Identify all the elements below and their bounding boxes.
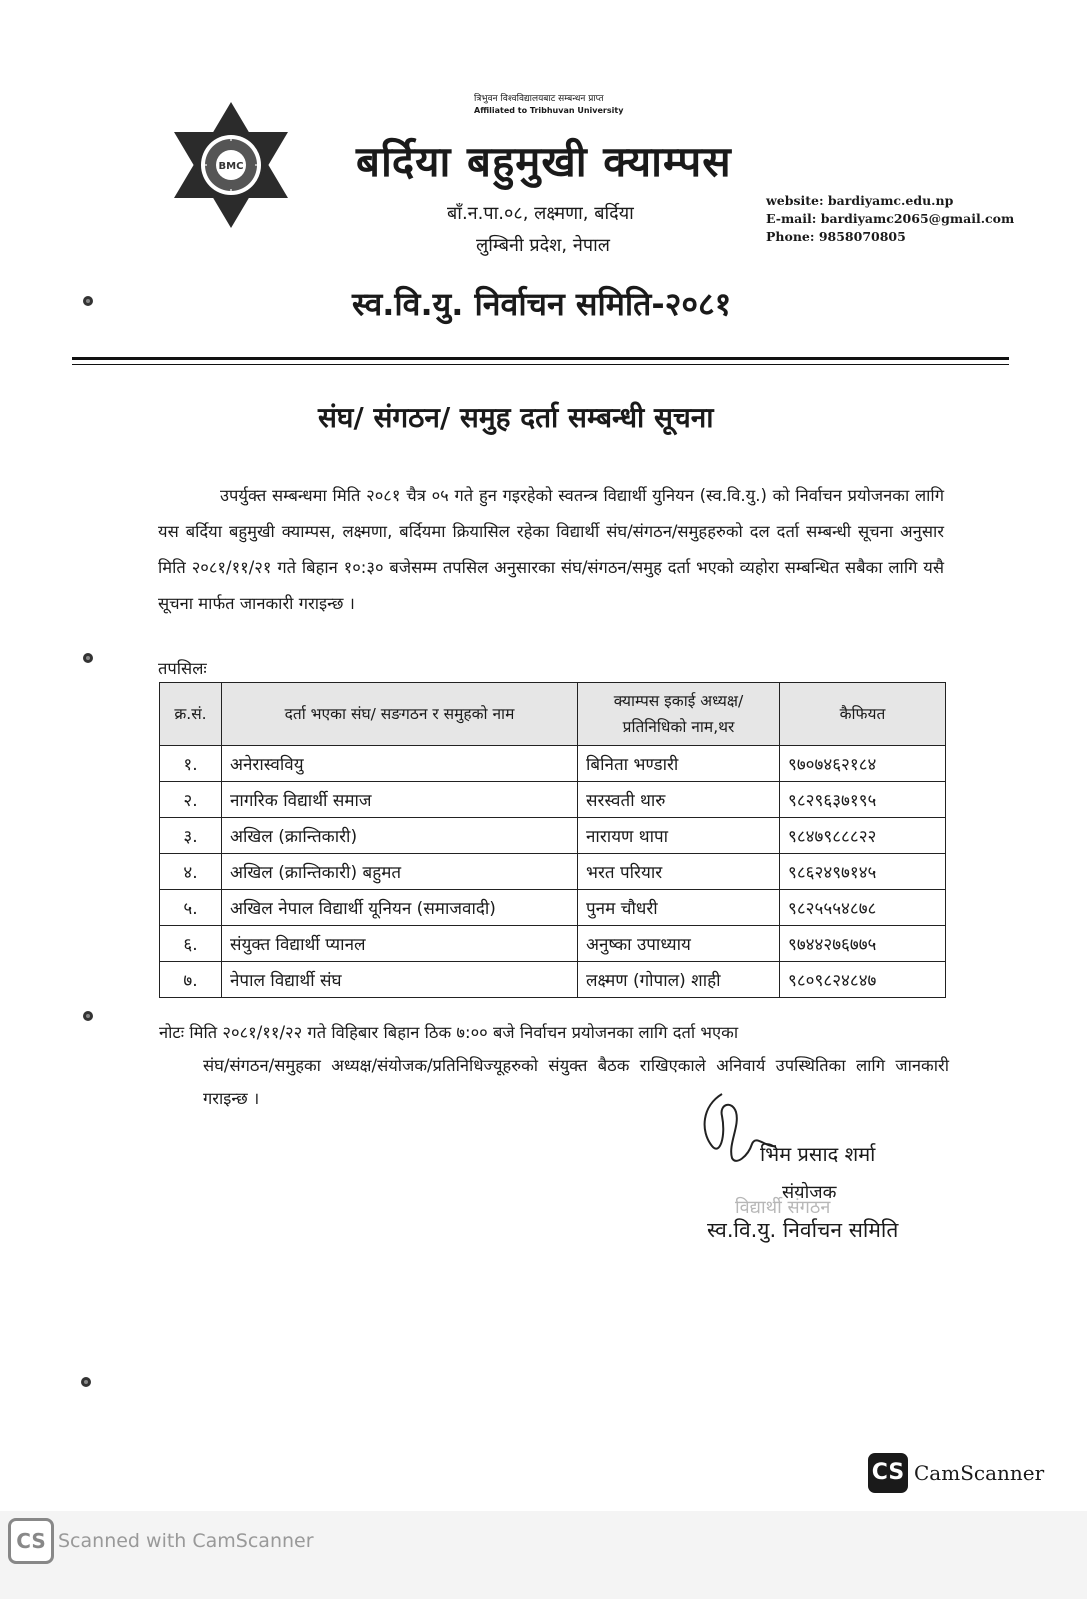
- table-header-row: [160, 683, 946, 746]
- header-rep: क्याम्पस इकाई अध्यक्ष/ प्रतिनिधिको नाम,थर: [578, 683, 780, 746]
- tapsil-label: तपसिलः: [158, 659, 207, 678]
- cell-remarks: ९७०७४६२१८४: [780, 746, 946, 782]
- table-row: [160, 746, 946, 782]
- website-text: website: bardiyamc.edu.np: [766, 193, 954, 208]
- cell-name: अखिल (क्रान्तिकारी): [222, 818, 578, 854]
- table-row: [160, 818, 946, 854]
- note-first-line: मिति २०८१/११/२२ गते विहिबार बिहान ठिक ७:०० बजे निर्वाचन प्रयोजनका लागि दर्ता भएका: [189, 1023, 739, 1042]
- cell-name: नेपाल विद्यार्थी संघ: [222, 962, 578, 998]
- cell-rep: सरस्वती थारु: [578, 782, 780, 818]
- cell-rep: नारायण थापा: [578, 818, 780, 854]
- contact-block: [766, 192, 1014, 246]
- committee-title: स्व.वि.यु. निर्वाचन समिति-२०८१: [352, 285, 732, 323]
- header-name: दर्ता भएका संघ/ सङगठन र समुहको नाम: [222, 683, 578, 746]
- affiliation-nepali: त्रिभुवन विश्वविद्यालयबाट सम्बन्धन प्राप्त: [474, 94, 604, 104]
- logo-text: BMC: [218, 161, 244, 172]
- cell-name: अखिल (क्रान्तिकारी) बहुमत: [222, 854, 578, 890]
- camscanner-logo-icon: CS: [868, 1453, 908, 1493]
- signatory-name: भिम प्रसाद शर्मा: [760, 1142, 876, 1166]
- college-name: बर्दिया बहुमुखी क्याम्पस: [356, 137, 732, 186]
- header-rule-thin: [72, 364, 1009, 365]
- cell-remarks: ९७४४२७६७७५: [780, 926, 946, 962]
- cell-remarks: ९८६२४९७१४५: [780, 854, 946, 890]
- margin-mark-icon: [80, 650, 96, 666]
- phone-text: Phone: 9858070805: [766, 229, 906, 244]
- footer-scanned-text: Scanned with CamScanner: [58, 1530, 314, 1552]
- table-row: [160, 962, 946, 998]
- header-remarks: कैफियत: [780, 683, 946, 746]
- cell-rep: लक्ष्मण (गोपाल) शाही: [578, 962, 780, 998]
- meeting-note: [159, 1016, 949, 1115]
- address-line-1: बाँ.न.पा.०८, लक्ष्मणा, बर्दिया: [447, 203, 634, 224]
- notice-subject: संघ/ संगठन/ समुह दर्ता सम्बन्धी सूचना: [318, 401, 714, 434]
- margin-mark-icon: [78, 1374, 94, 1390]
- header-sn: क्र.सं.: [160, 683, 222, 746]
- cell-remarks: ९८०९८२४८४७: [780, 962, 946, 998]
- cell-remarks: ९८२५५५४८७८: [780, 890, 946, 926]
- camscanner-brand: CamScanner: [914, 1461, 1045, 1485]
- college-logo-emblem: [172, 100, 290, 230]
- cell-sn: ५.: [160, 890, 222, 926]
- registration-table: [159, 682, 946, 998]
- cell-sn: ४.: [160, 854, 222, 890]
- cell-name: अनेरास्ववियु: [222, 746, 578, 782]
- note-label: नोटः: [159, 1023, 185, 1042]
- table-row: [160, 854, 946, 890]
- email-text: E-mail: bardiyamc2065@gmail.com: [766, 211, 1015, 226]
- cell-sn: ६.: [160, 926, 222, 962]
- note-rest: संघ/संगठन/समुहका अध्यक्ष/संयोजक/प्रतिनिधिज्यूहरुको संयुक्त बैठक राखिएकाले अनिवार्य उपस्थितिका लागि जानकारी गराइन्छ ।: [203, 1056, 949, 1108]
- header-rule-thick: [72, 357, 1009, 360]
- table-row: [160, 782, 946, 818]
- cell-rep: भरत परियार: [578, 854, 780, 890]
- margin-mark-icon: [80, 293, 96, 309]
- signature-stamp: विद्यार्थी संगठन: [735, 1197, 831, 1218]
- signatory-committee: स्व.वि.यु. निर्वाचन समिति: [707, 1218, 899, 1242]
- margin-mark-icon: [80, 1008, 96, 1024]
- cell-remarks: ९८४७९८८८२२: [780, 818, 946, 854]
- cell-name: नागरिक विद्यार्थी समाज: [222, 782, 578, 818]
- footer-cs-icon: CS: [8, 1518, 54, 1564]
- scan-footer: [0, 1511, 1087, 1599]
- signatory-role: संयोजक: [782, 1182, 837, 1203]
- cell-rep: पुनम चौधरी: [578, 890, 780, 926]
- cell-name: अखिल नेपाल विद्यार्थी यूनियन (समाजवादी): [222, 890, 578, 926]
- cell-name: संयुक्त विद्यार्थी प्यानल: [222, 926, 578, 962]
- cell-sn: २.: [160, 782, 222, 818]
- cell-rep: अनुष्का उपाध्याय: [578, 926, 780, 962]
- cell-sn: १.: [160, 746, 222, 782]
- table-row: [160, 890, 946, 926]
- table-row: [160, 926, 946, 962]
- cell-sn: ७.: [160, 962, 222, 998]
- cell-rep: बिनिता भण्डारी: [578, 746, 780, 782]
- address-line-2: लुम्बिनी प्रदेश, नेपाल: [476, 235, 610, 256]
- notice-body: उपर्युक्त सम्बन्धमा मिति २०८१ चैत्र ०५ गते हुन गइरहेको स्वतन्त्र विद्यार्थी युनियन (स्व.वि.यु.) को निर्वाचन प्रयोजनका लागि यस बर्दिया बहुमुखी क्याम्पस, लक्ष्मणा, बर्दियमा क्रियासिल रहेका विद्यार्थी संघ/संगठन/समुहहरुको दल दर्ता सम्बन्धी सूचना अनुसार मिति २०८१/११/२१ गते बिहान १०:३० बजेसम्म तपसिल अनुसारका संघ/संगठन/समुह दर्ता भएको व्यहोरा सम्बन्धित सबैका लागि यसै सूचना मार्फत जानकारी गराइन्छ ।: [158, 486, 944, 613]
- cell-sn: ३.: [160, 818, 222, 854]
- affiliation-english: Affiliated to Tribhuvan University: [474, 106, 624, 115]
- cell-remarks: ९८२९६३७१९५: [780, 782, 946, 818]
